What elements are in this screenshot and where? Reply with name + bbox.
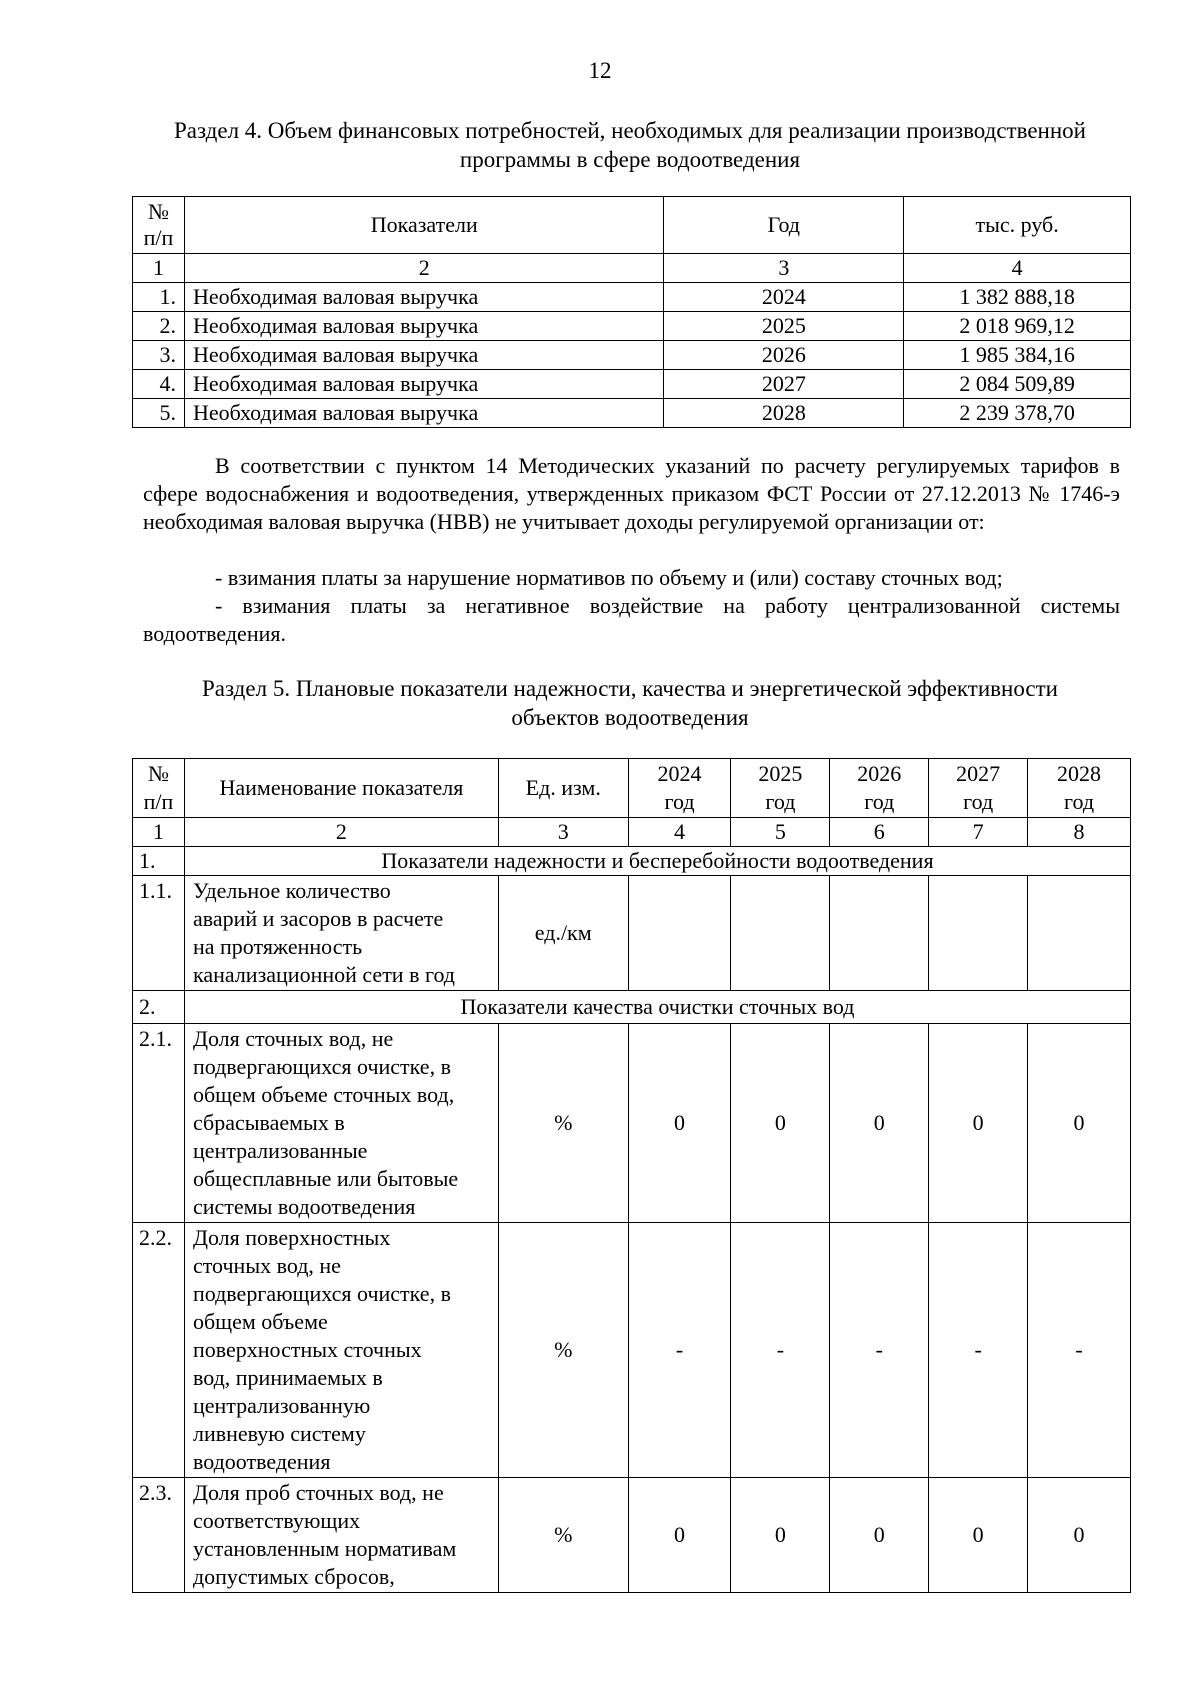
row-name-line: подвергающихся очистке, в (192, 1054, 451, 1079)
row-value: - (628, 1223, 731, 1478)
row-name-line: Доля поверхностных (192, 1225, 391, 1250)
header-year-2025 (731, 759, 830, 818)
header-num (133, 197, 185, 254)
col-number: 1 (133, 254, 185, 283)
row-name-line: подвергающихся очистке, в (192, 1281, 451, 1306)
header-year-2024 (628, 759, 731, 818)
row-value: - (731, 1223, 830, 1478)
group-row (133, 991, 1131, 1024)
group-num: 2. (133, 991, 185, 1024)
row-name-line: аварий и засоров в расчете (192, 906, 444, 931)
group-row (133, 847, 1131, 876)
col-number: 8 (1028, 818, 1131, 847)
group-title: Показатели качества очистки сточных вод (184, 991, 1130, 1024)
header-num-line2: п/п (143, 789, 174, 814)
row-year: 2027 (664, 370, 904, 399)
row-year: 2028 (664, 399, 904, 428)
row-unit: % (498, 1478, 628, 1593)
section5-table (132, 758, 1131, 1593)
header-num (133, 759, 185, 818)
header-year: 2026 (857, 761, 902, 786)
row-value: 0 (731, 1024, 830, 1223)
header-indicator: Показатели (184, 197, 664, 254)
row-value: 2 239 378,70 (904, 399, 1131, 428)
col-number: 6 (830, 818, 929, 847)
row-name-line: Удельное количество (192, 878, 391, 903)
col-number: 7 (929, 818, 1028, 847)
col-number: 4 (628, 818, 731, 847)
row-value: 1 382 888,18 (904, 283, 1131, 312)
row-name-line: централизованные (192, 1138, 368, 1163)
paragraph-main: В соответствии с пунктом 14 Методических указаний по расчету регулируемых тарифов в сфере водоснабжения и водоотведения, утвержденных приказом ФСТ России от 27.12.2013 № 1746-э необходимая валовая выручка (НВВ) не учитывает доходы регулируемой организации от: (143, 453, 1120, 534)
header-value: тыс. руб. (904, 197, 1131, 254)
row-name-line: допустимых сбросов, (192, 1564, 395, 1589)
row-num: 2.1. (133, 1024, 185, 1223)
row-num: 1.1. (133, 876, 185, 991)
row-value: 0 (929, 1478, 1028, 1593)
table-row (133, 399, 1131, 428)
row-name-line: Доля проб сточных вод, не (192, 1480, 444, 1505)
row-name (184, 1478, 498, 1593)
row-name-line: ливневую систему (192, 1421, 366, 1446)
section4-heading (140, 116, 1120, 174)
row-name (184, 1223, 498, 1478)
row-value (830, 876, 929, 991)
row-indicator: Необходимая валовая выручка (184, 341, 664, 370)
paragraph-item1: - взимания платы за нарушение нормативов по объему и (или) составу сточных вод; (215, 565, 1003, 590)
table-row (133, 370, 1131, 399)
header-year: 2025 (758, 761, 803, 786)
header-year-2028 (1028, 759, 1131, 818)
row-value: 1 985 384,16 (904, 341, 1131, 370)
row-value: 0 (1028, 1024, 1131, 1223)
row-num: 1. (133, 283, 185, 312)
section4-heading-line2: программы в сфере водоотведения (459, 147, 801, 172)
row-name-line: сбрасываемых в (192, 1110, 345, 1135)
header-name: Наименование показателя (184, 759, 498, 818)
row-value: - (929, 1223, 1028, 1478)
section5-heading-line1: Раздел 5. Плановые показатели надежности, качества и энергетической эффективности (202, 676, 1058, 701)
header-year: 2024 (657, 761, 702, 786)
row-num: 2. (133, 312, 185, 341)
row-value: 2 084 509,89 (904, 370, 1131, 399)
row-name-line: на протяженность (192, 934, 363, 959)
row-name (184, 876, 498, 991)
col-number: 2 (184, 254, 664, 283)
col-number: 2 (184, 818, 498, 847)
row-value: 0 (628, 1478, 731, 1593)
table-row (133, 312, 1131, 341)
table-row (133, 341, 1131, 370)
group-num: 1. (133, 847, 185, 876)
row-value: 0 (929, 1024, 1028, 1223)
page-number: 12 (588, 58, 612, 83)
section4-table (132, 196, 1131, 428)
row-value (1028, 876, 1131, 991)
row-name-line: установленным нормативам (192, 1536, 457, 1561)
row-value (731, 876, 830, 991)
row-year: 2024 (664, 283, 904, 312)
col-number: 3 (498, 818, 628, 847)
row-value: 0 (1028, 1478, 1131, 1593)
table-header-row (133, 197, 1131, 254)
row-name-line: Доля сточных вод, не (192, 1026, 394, 1051)
section5-heading-line2: объектов водоотведения (511, 705, 749, 730)
col-number: 5 (731, 818, 830, 847)
row-name-line: централизованную (192, 1393, 371, 1418)
row-num: 2.2. (133, 1223, 185, 1478)
header-num-line1: № (147, 761, 169, 786)
group-title: Показатели надежности и бесперебойности водоотведения (184, 847, 1130, 876)
header-year-suffix: год (664, 789, 695, 814)
header-num-line2: п/п (143, 225, 174, 250)
table-row (133, 1223, 1131, 1478)
header-year-2026 (830, 759, 929, 818)
row-year: 2025 (664, 312, 904, 341)
row-value (929, 876, 1028, 991)
header-num-line1: № (147, 199, 169, 224)
section4-heading-line1: Раздел 4. Объем финансовых потребностей, необходимых для реализации производственной (174, 118, 1086, 143)
table-header-row (133, 759, 1131, 818)
row-name-line: системы водоотведения (192, 1194, 416, 1219)
table-row (133, 283, 1131, 312)
row-num: 3. (133, 341, 185, 370)
row-name-line: соответствующих (192, 1508, 361, 1533)
row-value: 0 (628, 1024, 731, 1223)
row-num: 2.3. (133, 1478, 185, 1593)
row-name (184, 1024, 498, 1223)
header-year: Год (664, 197, 904, 254)
row-indicator: Необходимая валовая выручка (184, 283, 664, 312)
row-value (628, 876, 731, 991)
header-year: 2027 (956, 761, 1001, 786)
row-year: 2026 (664, 341, 904, 370)
section5-heading (140, 674, 1120, 732)
column-number-row (133, 254, 1131, 283)
paragraph-item2: - взимания платы за негативное воздействие на работу централизованной системы водоотведения. (143, 593, 1120, 646)
row-unit: % (498, 1223, 628, 1478)
row-num: 5. (133, 399, 185, 428)
row-name-line: общем объеме сточных вод, (192, 1082, 455, 1107)
row-name-line: сточных вод, не (192, 1253, 341, 1278)
row-name-line: вод, принимаемых в (192, 1365, 383, 1390)
header-year-2027 (929, 759, 1028, 818)
header-year-suffix: год (963, 789, 994, 814)
row-value: 0 (830, 1024, 929, 1223)
row-num: 4. (133, 370, 185, 399)
row-value: - (830, 1223, 929, 1478)
row-name-line: общесплавные или бытовые (192, 1166, 459, 1191)
table-row (133, 1024, 1131, 1223)
col-number: 4 (904, 254, 1131, 283)
table-row (133, 1478, 1131, 1593)
column-number-row (133, 818, 1131, 847)
header-year-suffix: год (765, 789, 796, 814)
row-value: - (1028, 1223, 1131, 1478)
row-unit: % (498, 1024, 628, 1223)
col-number: 3 (664, 254, 904, 283)
row-name-line: поверхностных сточных (192, 1337, 422, 1362)
row-name-line: водоотведения (192, 1449, 331, 1474)
table-row (133, 876, 1131, 991)
row-name-line: общем объеме (192, 1309, 328, 1334)
row-indicator: Необходимая валовая выручка (184, 399, 664, 428)
header-year: 2028 (1057, 761, 1102, 786)
row-indicator: Необходимая валовая выручка (184, 370, 664, 399)
row-value: 0 (830, 1478, 929, 1593)
header-year-suffix: год (1064, 789, 1095, 814)
row-unit: ед./км (498, 876, 628, 991)
col-number: 1 (133, 818, 185, 847)
row-name-line: канализационной сети в год (192, 962, 456, 987)
header-year-suffix: год (864, 789, 895, 814)
row-value: 2 018 969,12 (904, 312, 1131, 341)
row-indicator: Необходимая валовая выручка (184, 312, 664, 341)
row-value: 0 (731, 1478, 830, 1593)
header-unit: Ед. изм. (498, 759, 628, 818)
